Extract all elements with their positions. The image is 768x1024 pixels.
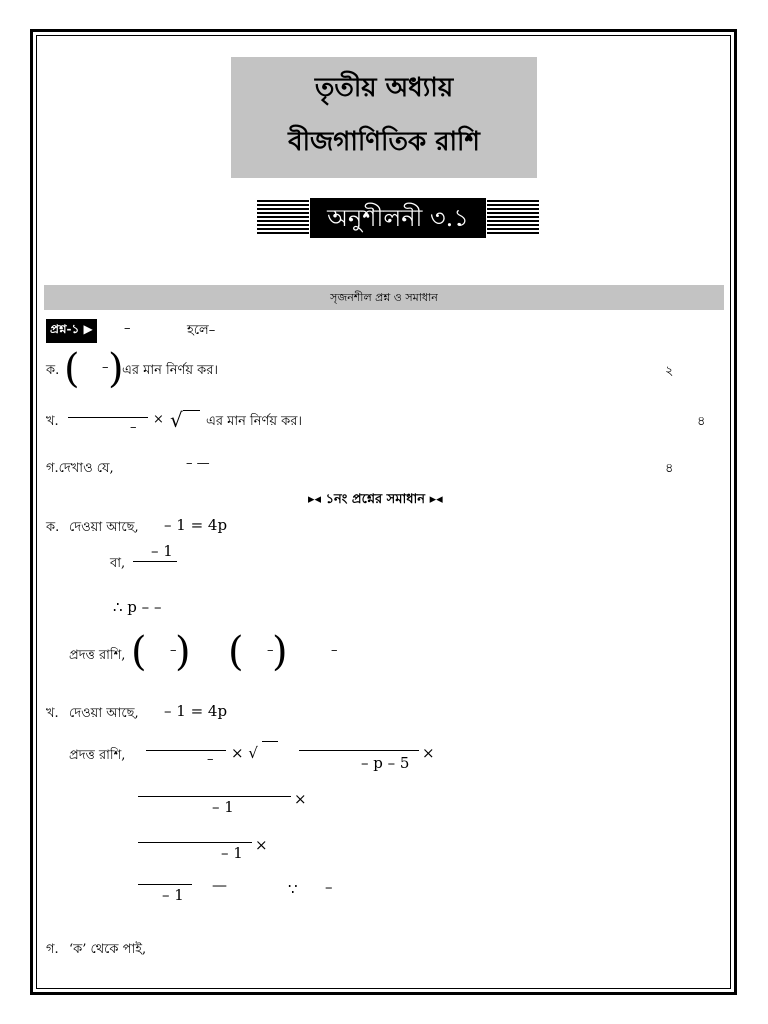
solution-kha-given-expression: প্রদত্ত রাশি,	[69, 748, 126, 763]
solution-ka-given: দেওয়া আছে,	[69, 520, 139, 535]
fraction-bar	[138, 842, 252, 843]
solution-kha-l4-denominator: – 1	[162, 886, 184, 904]
chapter-title: বীজগাণিতিক রাশি	[288, 127, 480, 157]
solution-kha-equation: – 1 = 4p	[164, 702, 228, 720]
exercise-banner	[257, 198, 539, 238]
fraction-bar	[146, 750, 226, 751]
solution-kha-l4-tail: –	[325, 878, 333, 896]
question-ka-marks: ২	[665, 364, 674, 379]
question-ga-text: গ.দেখাও যে,	[46, 461, 114, 476]
fraction-bar	[299, 750, 419, 751]
sqrt-sign: √	[170, 408, 183, 432]
solution-ga-prefix: গ.	[46, 942, 59, 957]
chapter-title-box	[231, 57, 537, 178]
page-border-inner	[36, 35, 731, 989]
solution-kha-l2-denominator: – 1	[212, 798, 234, 816]
solution-ka-paren2-inner: –	[267, 643, 274, 658]
solution-kha-l3-denominator: – 1	[221, 844, 243, 862]
solution-ka-tail: –	[331, 643, 338, 658]
sqrt-bar	[262, 741, 278, 742]
section-heading: সৃজনশীল প্রশ্ন ও সমাধান	[44, 285, 724, 310]
solution-ka-or: বা,	[110, 556, 126, 571]
paren-close: )	[108, 346, 124, 392]
question-dash: –	[124, 321, 131, 336]
solution-heading: ▸◂ ১নং প্রশ্নের সমাধান ▸◂	[308, 492, 443, 507]
solution-kha-given: দেওয়া আছে,	[69, 706, 139, 721]
solution-kha-l3-times: ×	[255, 836, 268, 854]
paren-open: (	[228, 629, 244, 675]
question-ka-text: এর মান নির্ণয় কর।	[122, 363, 219, 378]
solution-ka-fraction-numerator: – 1	[151, 542, 173, 560]
question-kha-denominator: –	[130, 420, 137, 435]
solution-kha-l1-denominator: –	[207, 752, 214, 767]
question-kha-times: ×	[153, 412, 164, 427]
question-ga-expression: – —	[186, 456, 210, 471]
fraction-bar	[138, 884, 192, 885]
question-kha-prefix: খ.	[46, 414, 59, 429]
question-label: প্রশ্ন-১ ▶	[46, 319, 97, 343]
solution-ga-text: ‘ক’ থেকে পাই,	[69, 942, 147, 957]
solution-ka-prefix: ক.	[46, 520, 60, 535]
paren-close: )	[175, 629, 191, 675]
solution-kha-l1-denominator2: – p – 5	[361, 754, 410, 772]
solution-kha-l1-times2: ×	[422, 744, 435, 762]
paren-open: (	[64, 346, 80, 392]
question-ga-marks: ৪	[665, 461, 674, 476]
paren-close: )	[272, 629, 288, 675]
solution-kha-l4-because: ∵	[288, 880, 298, 898]
exercise-label: অনুশীলনী ৩.১	[310, 198, 486, 238]
solution-ka-equation: – 1 = 4p	[164, 516, 228, 534]
question-kha-marks: ৪	[697, 414, 706, 429]
solution-kha-l1-times: × √	[231, 744, 258, 762]
solution-ka-therefore: ∴ p – –	[113, 598, 162, 616]
solution-ka-paren1-inner: –	[170, 643, 177, 658]
question-kha-text: এর মান নির্ণয় কর।	[206, 414, 303, 429]
solution-kha-prefix: খ.	[46, 706, 59, 721]
question-condition: হলে–	[187, 323, 216, 338]
sqrt-bar	[183, 410, 200, 411]
solution-kha-l2-times: ×	[294, 790, 307, 808]
question-ka-inner: –	[102, 360, 109, 375]
stripe-decoration-right	[487, 200, 539, 236]
stripe-decoration-left	[257, 200, 309, 236]
chapter-number: তৃতীয় অধ্যায়	[314, 73, 454, 103]
solution-kha-l4-dash: —	[212, 876, 227, 894]
paren-open: (	[131, 629, 147, 675]
fraction-bar	[138, 796, 291, 797]
solution-ka-given-expression: প্রদত্ত রাশি,	[69, 648, 126, 663]
fraction-bar	[68, 417, 148, 418]
fraction-bar	[133, 561, 177, 562]
question-ka-prefix: ক.	[46, 363, 60, 378]
